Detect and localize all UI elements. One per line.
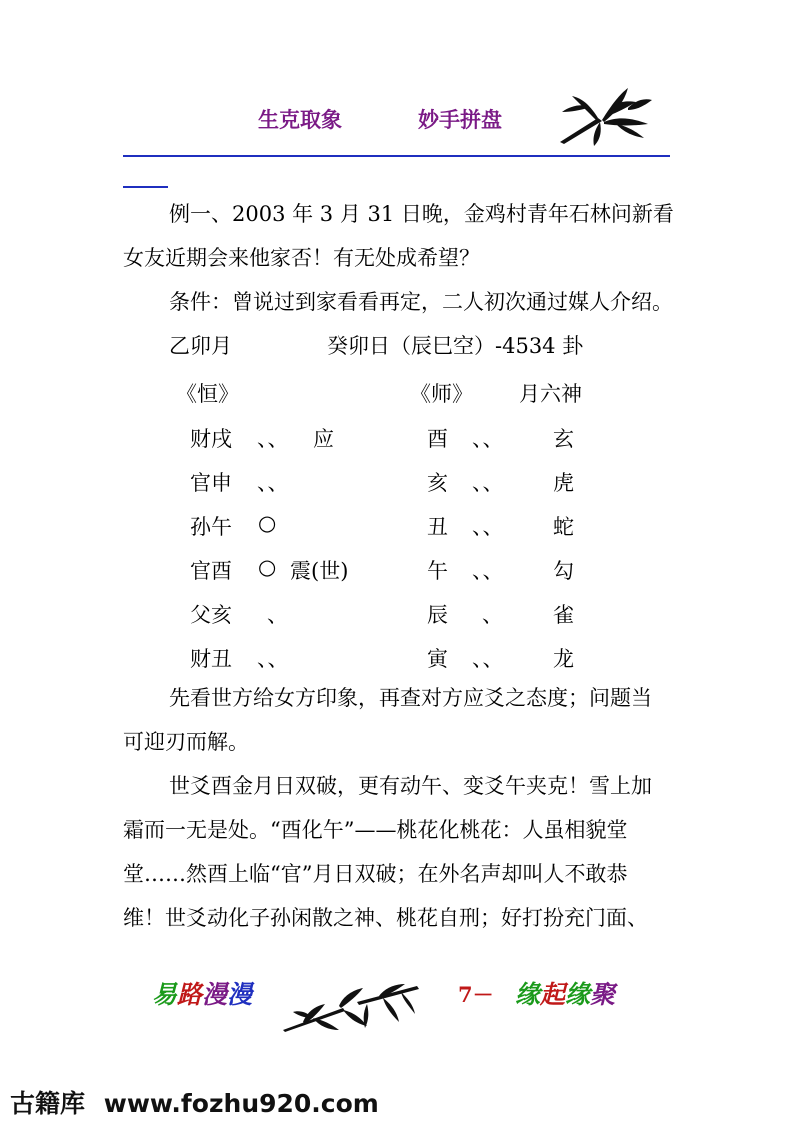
footer-right-char-4: 聚	[590, 980, 616, 1009]
watermark	[10, 1084, 379, 1120]
row-1-mark: 、、	[257, 427, 289, 451]
row-1-changed: 酉	[427, 427, 448, 451]
row-4-god: 勾	[553, 559, 574, 583]
footer-right-motto	[515, 975, 615, 1011]
paragraph-3-line-2: 可迎刃而解。	[123, 730, 249, 754]
row-2-mark: 、、	[257, 471, 289, 495]
row-4-mark: ○	[258, 555, 277, 579]
paragraph-4-line-4: 维！世爻动化子孙闲散之神、桃花自刑；好打扮充门面、	[123, 906, 648, 930]
row-1-god: 玄	[553, 427, 574, 451]
row-4-changed: 午	[427, 559, 448, 583]
paragraph-3-line-1: 先看世方给女方印象，再查对方应爻之态度；问题当	[169, 686, 652, 710]
row-3-god: 蛇	[553, 515, 574, 539]
footer-left-char-4: 漫	[227, 980, 253, 1009]
row-5-changed: 辰	[427, 603, 448, 627]
table-header-heng: 《恒》	[176, 382, 239, 406]
table-header-liushen: 月六神	[519, 382, 582, 406]
row-3-mark: ○	[258, 511, 277, 535]
row-4-changed-mark: 、、	[472, 559, 504, 583]
header-title-right: 妙手拼盘	[418, 108, 502, 132]
row-5-changed-mark: 、	[482, 603, 503, 627]
row-4-note: 震(世)	[290, 559, 349, 583]
row-3-changed-mark: 、、	[472, 515, 504, 539]
row-2-changed-mark: 、、	[472, 471, 504, 495]
row-4-line: 官酉	[190, 559, 232, 583]
watermark-url: www.fozhu920.com	[103, 1089, 379, 1118]
row-6-changed: 寅	[427, 647, 448, 671]
paragraph-4-line-2: 霜而一无是处。“酉化午”——桃花化桃花：人虽相貌堂	[123, 818, 628, 842]
footer-left-char-1: 易	[152, 980, 178, 1009]
row-5-line: 父亥	[190, 603, 232, 627]
row-6-god: 龙	[553, 647, 574, 671]
paragraph-1-line-1: 例一、2003 年 3 月 31 日晚，金鸡村青年石林问新看	[169, 202, 674, 226]
footer-page-number: 7－	[458, 982, 494, 1007]
footer-bamboo-ornament	[283, 982, 423, 1034]
row-5-mark: 、	[267, 603, 288, 627]
footer-right-char-1: 缘	[515, 980, 541, 1009]
header-title-left: 生克取象	[258, 108, 342, 132]
row-3-changed: 丑	[427, 515, 448, 539]
row-6-mark: 、、	[257, 647, 289, 671]
footer-right-char-3: 缘	[565, 980, 591, 1009]
footer-right-char-2: 起	[540, 980, 566, 1009]
header-divider	[123, 155, 670, 157]
paragraph-4-line-1: 世爻酉金月日双破，更有动午、变爻午夹克！雪上加	[169, 774, 652, 798]
table-header-shi: 《师》	[410, 382, 473, 406]
row-2-changed: 亥	[427, 471, 448, 495]
info-day: 癸卯日（辰巳空）-4534 卦	[327, 334, 584, 358]
row-6-changed-mark: 、、	[472, 647, 504, 671]
info-month: 乙卯月	[169, 334, 232, 358]
paragraph-2: 条件：曾说过到家看看再定，二人初次通过媒人介绍。	[169, 290, 673, 314]
header-divider-short	[123, 186, 168, 188]
row-5-god: 雀	[553, 603, 574, 627]
row-2-line: 官申	[190, 471, 232, 495]
bamboo-leaves-ornament	[558, 84, 654, 146]
row-1-note: 应	[313, 427, 334, 451]
row-3-line: 孙午	[190, 515, 232, 539]
footer-left-motto	[152, 975, 252, 1011]
paragraph-1-line-2: 女友近期会来他家否！有无处成希望？	[123, 246, 480, 270]
watermark-cn: 古籍库	[10, 1089, 86, 1118]
row-1-changed-mark: 、、	[472, 427, 504, 451]
paragraph-4-line-3: 堂……然酉上临“官”月日双破；在外名声却叫人不敢恭	[123, 862, 628, 886]
footer-left-char-2: 路	[177, 980, 203, 1009]
row-2-god: 虎	[553, 471, 574, 495]
row-1-line: 财戌	[190, 427, 232, 451]
row-6-line: 财丑	[190, 647, 232, 671]
footer-left-char-3: 漫	[202, 980, 228, 1009]
